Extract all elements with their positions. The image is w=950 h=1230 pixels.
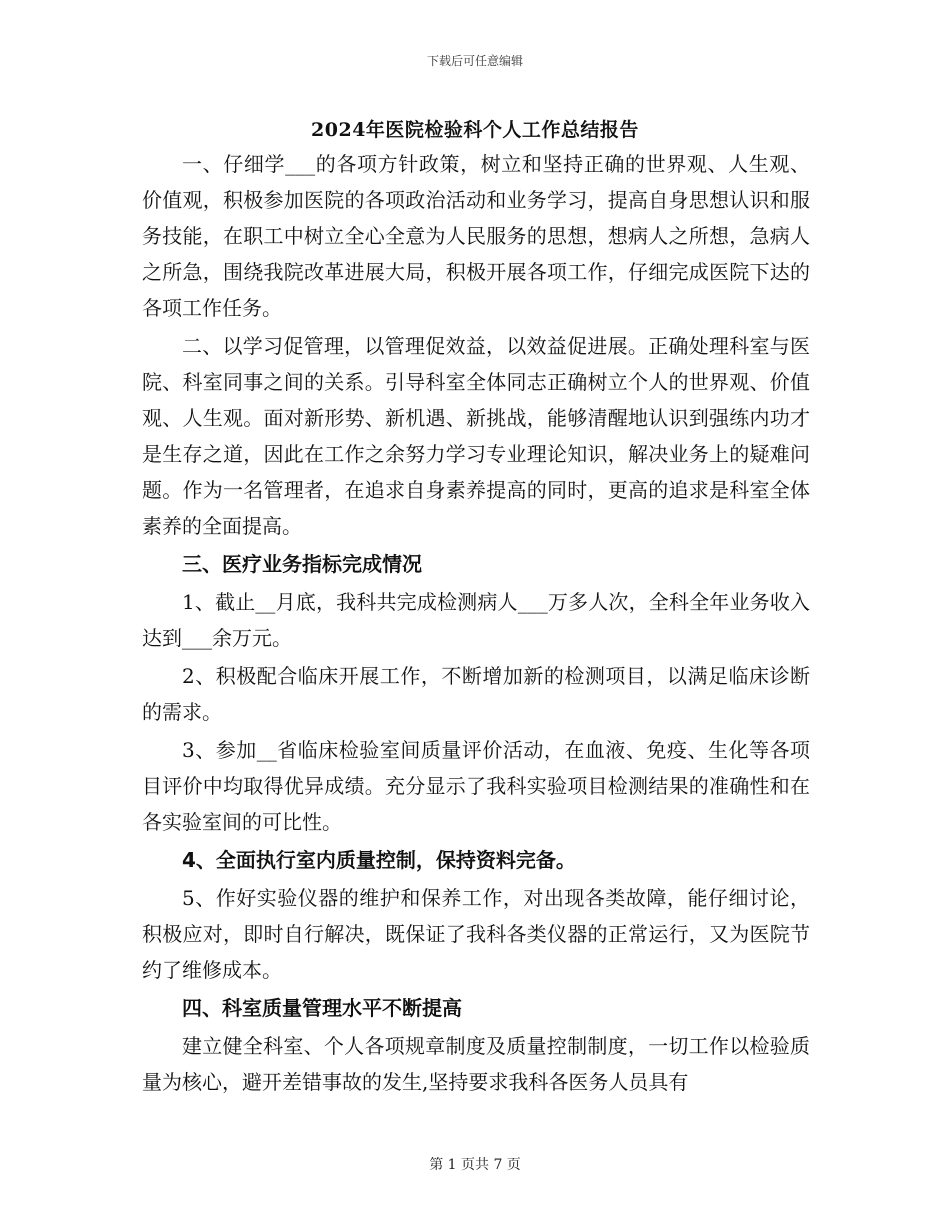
page-number: 第 1 页共 7 页 <box>429 1157 521 1173</box>
section-heading-4: 四、科室质量管理水平不断提高 <box>182 996 462 1020</box>
paragraph-item-3: 3、参加__省临床检验室间质量评价活动，在血液、免疫、生化等各项目评价中均取得优异成绩。充分显示了我科实验项目检测结果的准确性和在各实验室间的可比性。 <box>142 738 810 834</box>
document-body <box>142 146 810 1102</box>
paragraph-section-4-body: 建立健全科室、个人各项规章制度及质量控制制度，一切工作以检验质量为核心，避开差错事故的发生,坚持要求我科各医务人员具有 <box>142 1034 810 1094</box>
paragraph-item-5: 5、作好实验仪器的维护和保养工作，对出现各类故障，能仔细讨论，积极应对，即时自行解决，既保证了我科各类仪器的正常运行，又为医院节约了维修成本。 <box>142 886 810 982</box>
paragraph-section-2: 二、以学习促管理，以管理促效益，以效益促进展。正确处理科室与医院、科室同事之间的关系。引导科室全体同志正确树立个人的世界观、价值观、人生观。面对新形势、新机遇、新挑战，能够清醒地认识到强练内功才是生存之道，因此在工作之余努力学习专业理论知识，解决业务上的疑难问题。作为一名管理者，在追求自身素养提高的同时，更高的追求是科室全体素养的全面提高。 <box>142 334 810 538</box>
paragraph-item-1: 1、截止__月底，我科共完成检测病人___万多人次，全科全年业务收入达到___余万元。 <box>142 590 810 650</box>
paragraph-section-1: 一、仔细学___的各项方针政策，树立和坚持正确的世界观、人生观、价值观，积极参加医院的各项政治活动和业务学习，提高自身思想认识和服务技能，在职工中树立全心全意为人民服务的思想，想病人之所想，急病人之所急，围绕我院改革进展大局，积极开展各项工作，仔细完成医院下达的各项工作任务。 <box>142 152 810 320</box>
paragraph-item-2: 2、积极配合临床开展工作，不断增加新的检测项目，以满足临床诊断的需求。 <box>142 664 810 724</box>
document-title: 2024年医院检验科个人工作总结报告 <box>311 119 639 141</box>
section-heading-3: 三、医疗业务指标完成情况 <box>182 552 422 576</box>
paragraph-item-4-heading: 4、全面执行室内质量控制，保持资料完备。 <box>182 848 576 872</box>
page-header-note: 下载后可任意编辑 <box>426 54 523 68</box>
